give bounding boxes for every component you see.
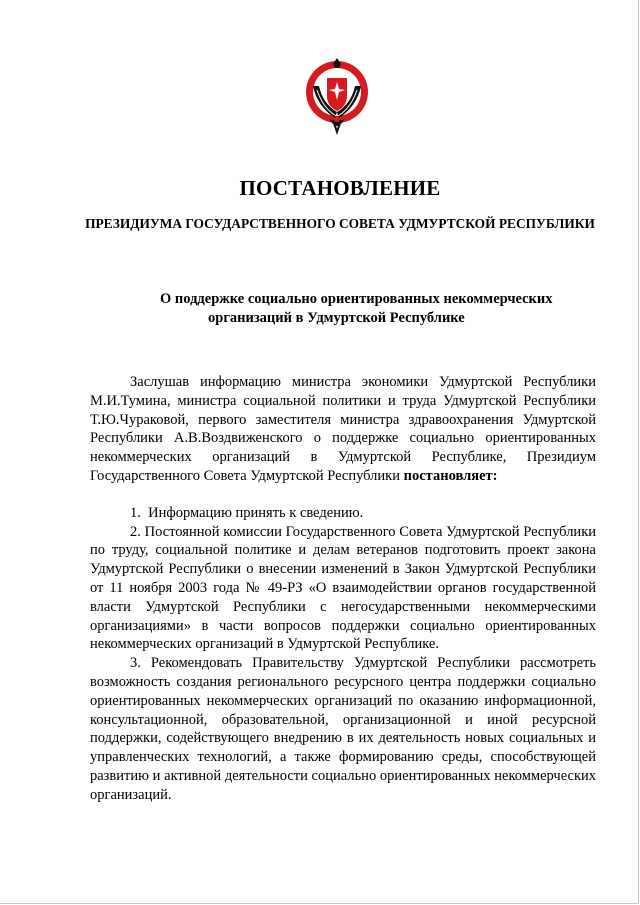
item-number: 1. (130, 504, 141, 521)
subject-line-2: организаций в Удмуртской Республике (208, 310, 465, 326)
document-subject (160, 290, 580, 328)
preamble-text: Заслушав информацию министра экономики Удмуртской Республики М.И.Тумина, министра социальной политики и труда Удмуртской Республики Т.Ю.Чураковой, первого заместителя министра здравоохранения Удмуртской Республики А.В.Воздвиженского о поддержке социально ориентированных некоммерческих организаций в Удмуртской Республике, Президиум Государственного Совета Удмуртской Республики (90, 374, 596, 484)
item-number: 2. (130, 523, 141, 540)
document-title: ПОСТАНОВЛЕНИЕ (239, 176, 441, 200)
item-text: Информацию принять к сведению. (148, 504, 364, 521)
preamble-verb: постановляет: (403, 467, 498, 484)
preamble-paragraph (90, 373, 596, 486)
list-item (90, 504, 596, 523)
list-item (90, 523, 596, 655)
item-text: Постоянной комиссии Государственного Совета Удмуртской Республики по труду, социальной политике и делам ветеранов подготовить проект закона Удмуртской Республики о внесении изменений в Закон Удмуртской Республики от 11 ноября 2003 года № 49-РЗ «О взаимодействии органов государственной власти Удмуртской Республики с негосударственными некоммерческими организациями» в части вопросов поддержки социально ориентированных некоммерческих организаций в Удмуртской Республике. (90, 523, 597, 653)
udmurt-coat-of-arms-icon (303, 56, 371, 136)
item-number: 3. (130, 655, 141, 672)
item-text: Рекомендовать Правительству Удмуртской Республики рассмотреть возможность создания регионального ресурсного центра поддержки социально ориентированных некоммерческих организаций по оказанию информационной, консультационной, образовательной, организационной и иной ресурсной поддержки, содействующего внедрению в их деятельность новых социальных и управленческих технологий, а также формированию среды, способствующей развитию и активной деятельности социально ориентированных некоммерческих организаций. (90, 655, 596, 803)
list-item (90, 654, 596, 804)
document-subtitle: ПРЕЗИДИУМА ГОСУДАРСТВЕННОГО СОВЕТА УДМУРТСКОЙ РЕСПУБЛИКИ (85, 216, 595, 231)
subject-line-1: О поддержке социально ориентированных некоммерческих (160, 291, 553, 307)
document-body (90, 373, 596, 805)
